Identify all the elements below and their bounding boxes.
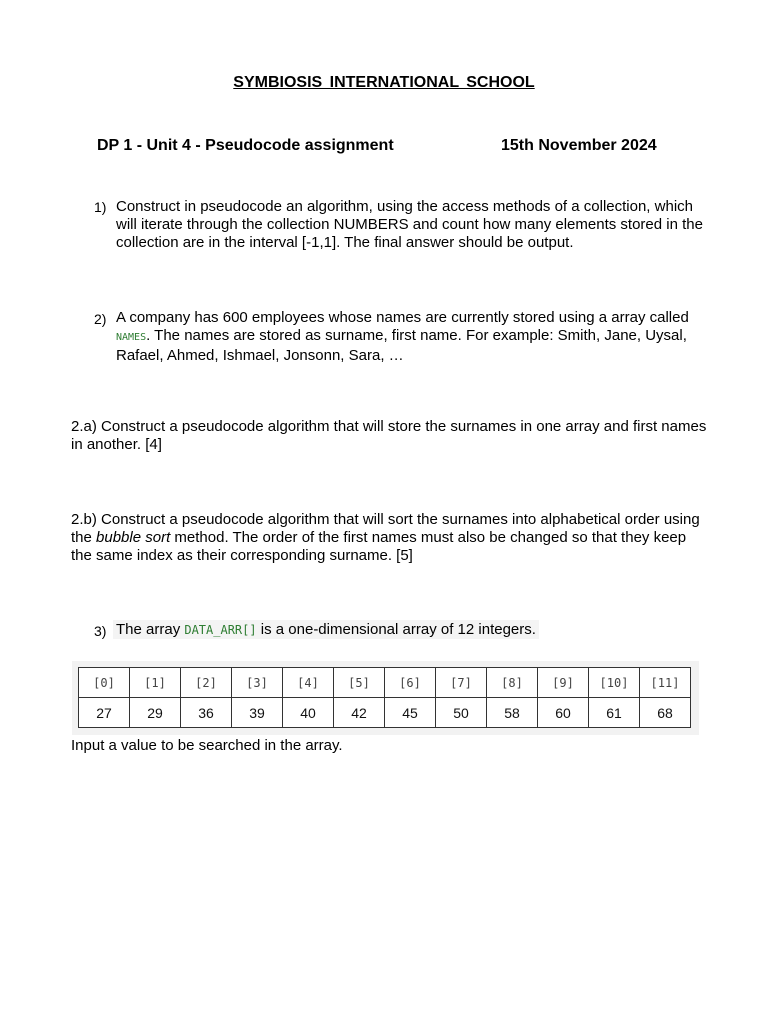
array-index-row (79, 668, 691, 698)
question-3-highlight (113, 620, 539, 639)
array-value-cell: 68 (640, 698, 691, 728)
array-value-row (79, 698, 691, 728)
array-value-cell: 45 (385, 698, 436, 728)
question-2b-end: method. The order of the first names must also be changed so that they keep the same index as their corresponding surname. [5] (71, 529, 687, 564)
array-value-cell: 42 (334, 698, 385, 728)
array-index-cell: [1] (130, 668, 181, 698)
array-index-cell: [3] (232, 668, 283, 698)
array-value-cell: 29 (130, 698, 181, 728)
school-name: SYMBIOSIS INTERNATIONAL SCHOOL (233, 74, 535, 91)
data-array-table (78, 667, 691, 728)
array-value-cell: 40 (283, 698, 334, 728)
array-value-cell: 61 (589, 698, 640, 728)
array-figure (72, 661, 699, 735)
array-value-cell: 58 (487, 698, 538, 728)
array-value-cell: 36 (181, 698, 232, 728)
question-1-number: 1) (94, 199, 107, 215)
question-2-text (116, 309, 706, 365)
question-2-text-end: . The names are stored as surname, first name. For example: Smith, Jane, Uysal, Rafael, Ahmed, Ishmael, Jonsonn, Sara, … (116, 327, 687, 364)
array-index-cell: [5] (334, 668, 385, 698)
array-index-cell: [0] (79, 668, 130, 698)
question-2b-start: 2.b) Construct a pseudocode algorithm that will sort the surnames into alphabetical order using the (71, 511, 700, 546)
array-index-cell: [11] (640, 668, 691, 698)
array-index-cell: [7] (436, 668, 487, 698)
array-index-cell: [4] (283, 668, 334, 698)
question-3-text-start: The array (116, 621, 185, 638)
array-value-cell: 39 (232, 698, 283, 728)
bubble-sort-term: bubble sort (96, 529, 171, 546)
array-value-cell: 50 (436, 698, 487, 728)
search-instruction: Input a value to be searched in the array. (71, 737, 343, 754)
question-2b (71, 511, 711, 565)
question-1-text: Construct in pseudocode an algorithm, using the access methods of a collection, which will iterate through the collection NUMBERS and count how many elements stored in the collection are in the interval [-1,1]. The final answer should be output. (116, 198, 703, 251)
array-value-cell: 60 (538, 698, 589, 728)
array-index-cell: [10] (589, 668, 640, 698)
array-index-cell: [9] (538, 668, 589, 698)
array-value-cell: 27 (79, 698, 130, 728)
data-arr-code: DATA_ARR[] (184, 623, 257, 637)
question-3-text-end: is a one-dimensional array of 12 integers. (256, 621, 536, 638)
assignment-date: 15th November 2024 (501, 137, 657, 154)
names-code: NAMES (116, 332, 147, 343)
question-3-number: 3) (94, 623, 107, 639)
question-2-number: 2) (94, 311, 107, 327)
assignment-title: DP 1 - Unit 4 - Pseudocode assignment (97, 137, 394, 154)
question-2-text-start: A company has 600 employees whose names are currently stored using a array called (116, 309, 689, 326)
array-index-cell: [2] (181, 668, 232, 698)
array-index-cell: [6] (385, 668, 436, 698)
array-index-cell: [8] (487, 668, 538, 698)
question-3-text (113, 621, 703, 639)
question-2a: 2.a) Construct a pseudocode algorithm that will store the surnames in one array and first names in another. [4] (71, 418, 707, 453)
